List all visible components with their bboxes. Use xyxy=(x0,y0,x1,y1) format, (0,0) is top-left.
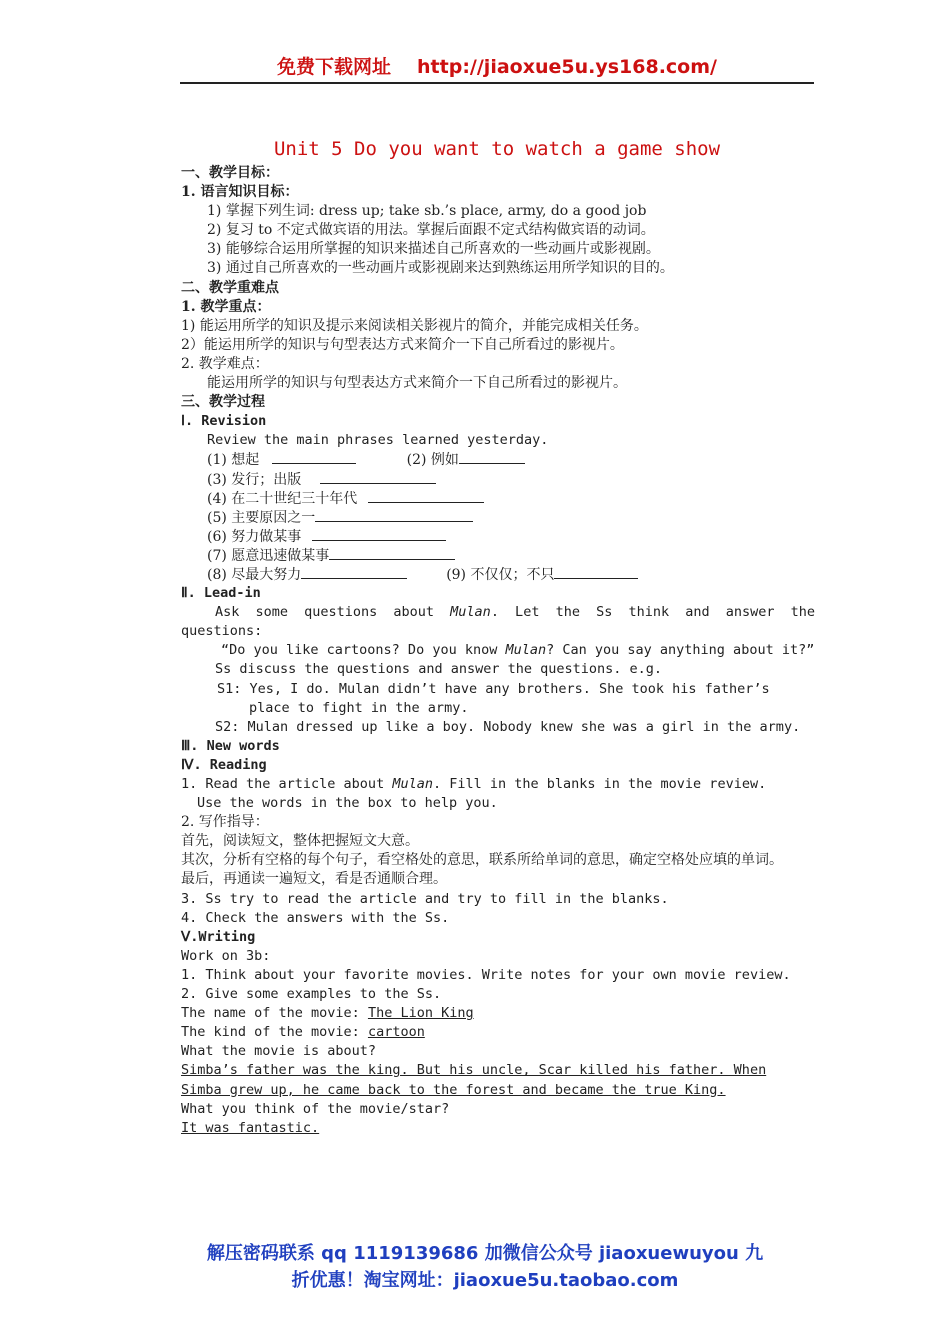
leadin-text: ? Can you say anything about it?” xyxy=(546,642,815,659)
page-footer xyxy=(160,1240,810,1294)
phrase-item: (4) 在二十世纪三十年代 xyxy=(207,490,358,507)
goal-item: 3) 能够综合运用所掌握的知识来描述自己所喜欢的一些动画片或影视剧。 xyxy=(207,241,660,258)
phrase-row xyxy=(181,508,815,527)
phrase-item: (7) 愿意迅速做某事 xyxy=(207,547,330,564)
phrase-row xyxy=(181,565,815,584)
goal-item: 1) 掌握下列生词: dress up; take sb.’s place, army, do a good job xyxy=(207,203,647,220)
student-answer-s1-cont: place to fight in the army. xyxy=(249,699,469,716)
answer-blank[interactable] xyxy=(459,450,525,464)
section1-heading: 一、教学目标： xyxy=(181,165,279,181)
writing-step-2: 2. Give some examples to the Ss. xyxy=(181,986,442,1003)
movie-kind-value: cartoon xyxy=(367,1024,425,1041)
leadin-discuss: Ss discuss the questions and answer the questions. e.g. xyxy=(215,661,663,678)
focus-item: 1) 能运用所学的知识及提示来阅读相关影视片的简介，并能完成相关任务。 xyxy=(181,317,648,334)
footer-line-1: 解压密码联系 qq 1119139686 加微信公众号 jiaoxuewuyou 九 xyxy=(206,1243,764,1264)
movie-about-value-cont: Simba grew up, he came back to the forest and became the true King. xyxy=(181,1081,726,1098)
page-header xyxy=(180,52,814,79)
movie-opinion-row xyxy=(181,1119,815,1138)
phrase-item: (9) 不仅仅；不只 xyxy=(446,566,555,583)
movie-about-value: Simba’s father was the king. But his uncle, Scar killed his father. When xyxy=(181,1062,767,1079)
movie-name-label: The name of the movie: xyxy=(181,1005,368,1022)
header-label: 免费下载网址 xyxy=(277,56,392,78)
phrase-item: (8) 尽最大努力 xyxy=(207,566,302,583)
document-title: Unit 5 Do you want to watch a game show xyxy=(273,138,721,160)
section2-sub1: 1. 教学重点： xyxy=(181,298,271,315)
movie-opinion-label: What you think of the movie/star? xyxy=(181,1100,450,1117)
movie-kind-row xyxy=(181,1023,815,1042)
phrase-item: (2) 例如 xyxy=(406,452,459,469)
revision-intro: Review the main phrases learned yesterday. xyxy=(207,432,549,449)
mulan-title: Mulan xyxy=(505,642,547,659)
reading-step-2: 2. 写作指导： xyxy=(181,814,269,831)
goal-item: 3) 通过自己所喜欢的一些动画片或影视剧来达到熟练运用所学知识的目的。 xyxy=(207,260,674,277)
answer-blank[interactable] xyxy=(368,489,484,503)
leadin-question xyxy=(181,641,815,660)
difficulty-item: 能运用所学的知识与句型表达方式来简介一下自己所看过的影视片。 xyxy=(207,375,627,392)
writing-step-0: Work on 3b: xyxy=(181,947,271,964)
phrase-item: (1) 想起 xyxy=(207,452,260,469)
writing-guide-2: 其次，分析有空格的每个句子，看空格处的意思，联系所给单词的意思，确定空格处应填的单词。 xyxy=(181,852,783,869)
leadin-text: . Let the Ss think and answer the questions: xyxy=(181,604,815,640)
mulan-title: Mulan xyxy=(450,604,491,621)
section2-heading: 二、教学重难点 xyxy=(181,279,279,296)
answer-blank[interactable] xyxy=(320,470,436,484)
reading-text: 1. Read the article about xyxy=(181,776,393,792)
movie-name-row xyxy=(181,1004,815,1023)
footer-line-2: 折优惠！淘宝网址：jiaoxue5u.taobao.com xyxy=(291,1270,679,1291)
reading-step-3: 3. Ss try to read the article and try to fill in the blanks. xyxy=(181,890,669,907)
answer-blank[interactable] xyxy=(312,527,446,541)
phrase-item: (3) 发行；出版 xyxy=(207,471,302,488)
writing-guide-3: 最后，再通读一遍短文，看是否通顺合理。 xyxy=(181,871,447,888)
reading-step-1 xyxy=(181,775,815,794)
reading-step-4: 4. Check the answers with the Ss. xyxy=(181,909,450,926)
writing-step-1: 1. Think about your favorite movies. Write notes for your own movie review. xyxy=(181,966,791,983)
student-answer-s1: S1: Yes, I do. Mulan didn’t have any brothers. She took his father’s xyxy=(217,680,770,697)
mulan-title: Mulan xyxy=(392,776,433,792)
movie-kind-label: The kind of the movie: xyxy=(181,1024,368,1041)
phrase-row xyxy=(181,546,815,565)
document-body xyxy=(181,164,815,1138)
answer-blank[interactable] xyxy=(301,565,407,579)
phrase-item: (5) 主要原因之一 xyxy=(207,509,316,526)
leadin-text: Ask some questions about xyxy=(215,604,451,621)
section3-heading: 三、教学过程 xyxy=(181,394,265,411)
section2-sub2: 2. 教学难点： xyxy=(181,355,269,372)
leadin-paragraph xyxy=(181,603,815,641)
reading-step-1-cont: Use the words in the box to help you. xyxy=(197,795,498,812)
reading-heading: Ⅳ. Reading xyxy=(181,756,267,773)
phrase-row xyxy=(181,450,815,469)
answer-blank[interactable] xyxy=(272,450,356,464)
answer-blank[interactable] xyxy=(554,565,638,579)
student-answer-s2: S2: Mulan dressed up like a boy. Nobody knew she was a girl in the army. xyxy=(215,718,801,735)
new-words-heading: Ⅲ. New words xyxy=(181,737,280,754)
movie-about-label: What the movie is about? xyxy=(181,1043,377,1060)
leadin-text: “Do you like cartoons? Do you know xyxy=(221,642,506,659)
movie-name-value: The Lion King xyxy=(367,1005,474,1022)
phrase-row xyxy=(181,470,815,489)
section1-sub1: 1. 语言知识目标： xyxy=(181,184,299,201)
answer-blank[interactable] xyxy=(315,508,473,522)
phrase-item: (6) 努力做某事 xyxy=(207,528,302,545)
phrase-row xyxy=(181,489,815,508)
writing-guide-1: 首先，阅读短文，整体把握短文大意。 xyxy=(181,833,419,850)
movie-opinion-value: It was fantastic. xyxy=(181,1119,320,1136)
reading-text: . Fill in the blanks in the movie review. xyxy=(432,776,767,792)
phrase-row xyxy=(181,527,815,546)
revision-heading: Ⅰ. Revision xyxy=(181,413,267,430)
leadin-heading: Ⅱ. Lead-in xyxy=(181,585,261,602)
header-url[interactable]: http://jiaoxue5u.ys168.com/ xyxy=(417,56,717,78)
goal-item: 2) 复习 to 不定式做宾语的用法。掌握后面跟不定式结构做宾语的动词。 xyxy=(207,222,655,239)
header-rule xyxy=(180,82,814,84)
answer-blank[interactable] xyxy=(329,546,455,560)
writing-heading: Ⅴ.Writing xyxy=(181,928,256,945)
focus-item: 2）能运用所学的知识与句型表达方式来简介一下自己所看过的影视片。 xyxy=(181,336,624,353)
